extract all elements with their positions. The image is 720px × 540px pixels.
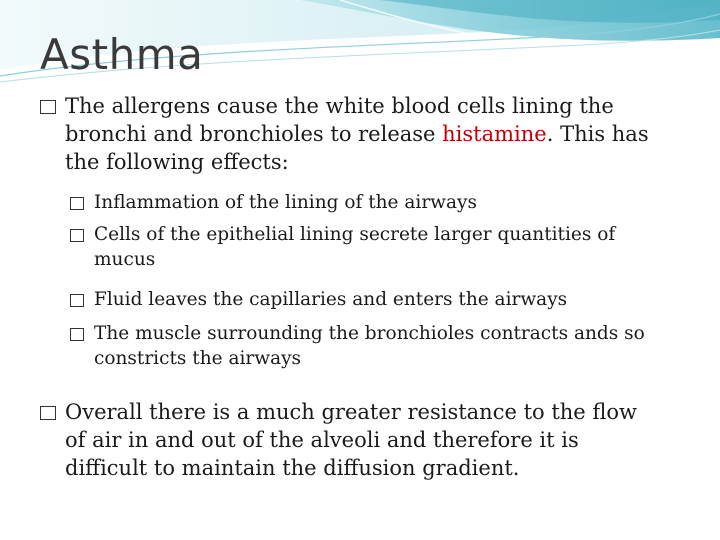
bullet-box-icon [40, 100, 56, 114]
sub-bullet-text: Inflammation of the lining of the airways [94, 192, 477, 213]
bullet-histamine [40, 92, 660, 176]
bullet-text: The allergens cause the white blood cells lining the bronchi and bronchioles to release histamine. This has the following effects: [65, 94, 649, 174]
bullet-box-icon [70, 328, 84, 341]
bullet-box-icon [70, 294, 84, 307]
bullet-overall [40, 398, 660, 482]
slide-title: Asthma [40, 30, 204, 79]
sub-bullet-inflammation [70, 190, 680, 215]
sub-bullet-fluid [70, 287, 680, 312]
sub-bullet-mucus [70, 222, 680, 272]
sub-bullet-text: Fluid leaves the capillaries and enters the airways [94, 289, 568, 310]
bullet-text: Overall there is a much greater resistance to the flow of air in and out of the alveoli and therefore it is difficult to maintain the diffusion gradient. [65, 400, 638, 480]
sub-bullet-muscle [70, 321, 686, 371]
bullet-box-icon [40, 406, 56, 420]
highlight-term: histamine [442, 122, 547, 146]
sub-bullet-text: The muscle surrounding the bronchioles contracts ands so constricts the airways [94, 323, 645, 369]
bullet-box-icon [70, 229, 84, 242]
sub-bullet-text: Cells of the epithelial lining secrete larger quantities of mucus [94, 224, 616, 270]
bullet-box-icon [70, 197, 84, 210]
